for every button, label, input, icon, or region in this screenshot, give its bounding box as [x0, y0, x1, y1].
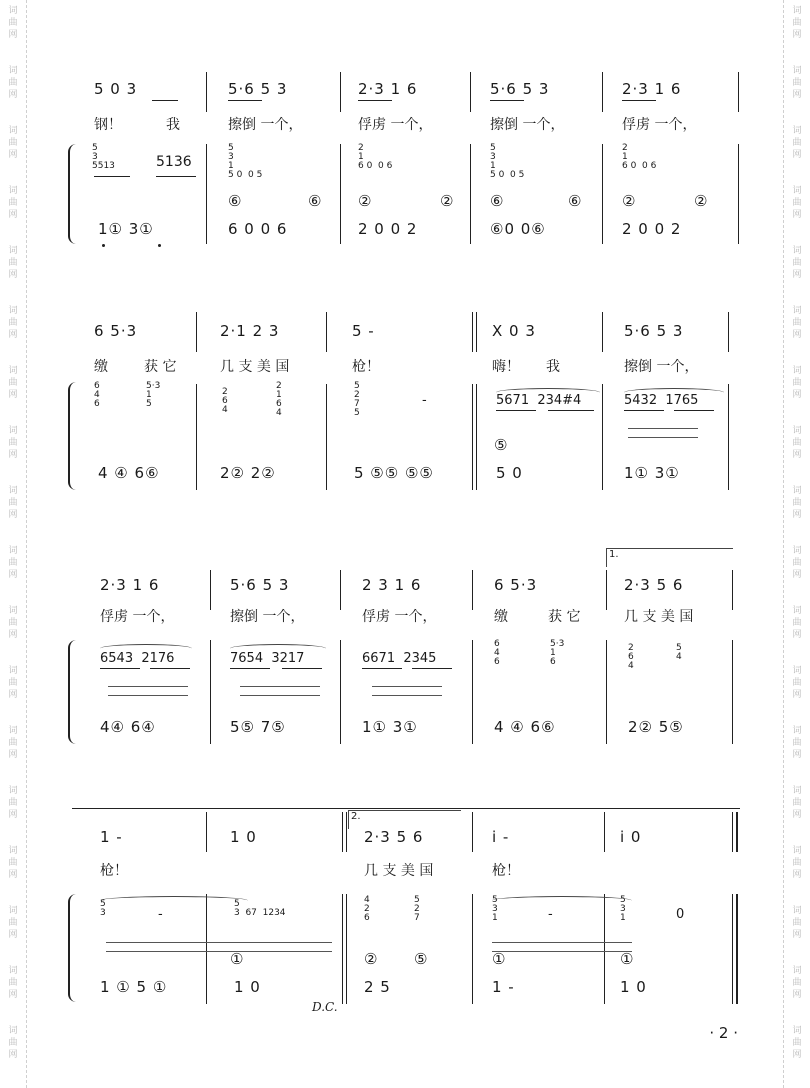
watermark-char: 曲 [792, 18, 802, 28]
lyric-word: 缴 [94, 359, 108, 375]
watermark-char: 曲 [8, 858, 18, 868]
watermark-char: 网 [8, 30, 18, 40]
melody-line [72, 828, 740, 862]
watermark-char: 词 [8, 126, 18, 136]
circled-mark: ② [622, 192, 637, 210]
circled-mark: ② [358, 192, 373, 210]
chord: - [548, 907, 553, 922]
circled-mark: ② [694, 192, 709, 210]
chord: - [158, 907, 163, 922]
watermark-char: 曲 [8, 678, 18, 688]
lyric-word: 擦倒 一个， [624, 359, 699, 375]
watermark-char: 曲 [792, 198, 802, 208]
bass-measure: 1 - [492, 978, 515, 996]
chord: 5 4 [676, 643, 682, 662]
watermark-char: 词 [8, 66, 18, 76]
lyric-word: 俘虏 一个， [358, 117, 433, 133]
lyric-line [72, 860, 740, 894]
melody-measure: 6 5·3 [94, 322, 138, 340]
lyric-word: 擦倒 一个， [228, 117, 303, 133]
watermark-char: 词 [792, 366, 802, 376]
watermark-char: 网 [792, 270, 802, 280]
bass-measure: 1 ① 5 ① [100, 978, 168, 996]
watermark-char: 词 [8, 666, 18, 676]
watermark-char: 词 [792, 306, 802, 316]
watermark-char: 曲 [8, 378, 18, 388]
da-capo-mark: D.C. [312, 1000, 338, 1014]
watermark-char: 曲 [8, 78, 18, 88]
bass-measure: 5 0 [496, 464, 523, 482]
circled-mark: ② [364, 950, 379, 968]
circled-mark: ⑥ [228, 192, 243, 210]
system-3 [72, 548, 740, 748]
watermark-char: 词 [792, 666, 802, 676]
watermark-char: 网 [792, 450, 802, 460]
watermark-char: 网 [8, 90, 18, 100]
lyric-word: 获 它 [144, 359, 177, 375]
chord: 2 1 6 0 0 6 [358, 143, 393, 171]
watermark-char: 词 [792, 126, 802, 136]
watermark-char: 词 [8, 6, 18, 16]
lyric-word: 缴 [494, 609, 508, 625]
melody-measure: 6 5·3 [494, 576, 538, 594]
watermark-char: 词 [792, 786, 802, 796]
watermark-char: 曲 [792, 498, 802, 508]
system-4 [72, 802, 740, 1022]
melody-measure: i 0 [620, 828, 642, 846]
watermark-char: 词 [8, 546, 18, 556]
melody-line [72, 322, 740, 356]
melody-measure: 5·6 5 3 [228, 80, 288, 98]
watermark-char: 词 [792, 6, 802, 16]
bass-measure: 4 ④ 6⑥ [98, 464, 160, 482]
circled-mark: ① [230, 950, 245, 968]
watermark-char: 曲 [792, 258, 802, 268]
watermark-char: 曲 [8, 18, 18, 28]
watermark-char: 曲 [8, 438, 18, 448]
bass-measure: 4④ 6④ [100, 718, 156, 736]
melody-measure: 5·6 5 3 [490, 80, 550, 98]
watermark-char: 网 [792, 390, 802, 400]
watermark-char: 网 [792, 570, 802, 580]
watermark-char: 曲 [792, 318, 802, 328]
watermark-char: 词 [8, 606, 18, 616]
watermark-char: 词 [792, 606, 802, 616]
circled-mark: ② [440, 192, 455, 210]
system-1 [72, 72, 740, 250]
watermark-char: 曲 [792, 78, 802, 88]
chord: 0 [676, 907, 685, 922]
bass-measure: 5⑤ 7⑤ [230, 718, 286, 736]
melody-measure: 1 0 [230, 828, 257, 846]
watermark-char: 网 [792, 150, 802, 160]
watermark-char: 网 [8, 990, 18, 1000]
watermark-char: 网 [792, 750, 802, 760]
melody-measure: 2·1 2 3 [220, 322, 280, 340]
lyric-word: 嗨！ [492, 359, 520, 375]
chord: 5·3 1 6 [550, 639, 565, 667]
watermark-char: 网 [792, 90, 802, 100]
circled-mark: ⑥ [490, 192, 505, 210]
melody-measure: 5·6 5 3 [230, 576, 290, 594]
watermark-char: 网 [8, 810, 18, 820]
circled-mark: ① [620, 950, 635, 968]
chord: 6 4 6 [94, 381, 100, 409]
melody-measure: i - [492, 828, 510, 846]
lyric-line [72, 114, 740, 148]
watermark-char: 网 [8, 510, 18, 520]
watermark-char: 词 [8, 786, 18, 796]
watermark-char: 曲 [792, 438, 802, 448]
melody-line [72, 576, 740, 610]
bass-measure: 1① 3① [98, 220, 154, 238]
bass-line [72, 464, 740, 498]
watermark-char: 曲 [792, 738, 802, 748]
lyric-word: 我 [166, 117, 180, 133]
watermark-char: 曲 [792, 678, 802, 688]
watermark-char: 曲 [8, 198, 18, 208]
watermark-char: 曲 [792, 618, 802, 628]
chord: 5 3 1 5 0 0 5 [490, 143, 525, 180]
watermark-char: 网 [792, 30, 802, 40]
melody-measure: 2·3 1 6 [358, 80, 418, 98]
chord: 5 3 [100, 899, 106, 918]
watermark-char: 网 [792, 1050, 802, 1060]
watermark-char: 词 [8, 1026, 18, 1036]
watermark-char: 曲 [8, 498, 18, 508]
watermark-char: 曲 [792, 798, 802, 808]
watermark-char: 网 [792, 210, 802, 220]
watermark-char: 曲 [8, 318, 18, 328]
lyric-word: 枪！ [352, 359, 380, 375]
chord: 5671 234#4 [496, 393, 582, 408]
circled-mark: ⑤ [494, 436, 509, 454]
melody-measure: 2·3 5 6 [364, 828, 424, 846]
watermark-char: 网 [8, 750, 18, 760]
chord: 2 6 4 [628, 643, 634, 671]
volta-bracket: 2. [348, 810, 461, 829]
chord: 5136 [156, 154, 192, 170]
bass-measure: 1 0 [620, 978, 647, 996]
watermark-char: 曲 [792, 858, 802, 868]
system-2 [72, 312, 740, 492]
lyric-word: 俘虏 一个， [362, 609, 437, 625]
watermark-char: 曲 [8, 798, 18, 808]
chord: 5 3 1 [492, 895, 498, 923]
watermark-char: 词 [792, 186, 802, 196]
lyric-word: 俘虏 一个， [622, 117, 697, 133]
lyric-word: 几 支 美 国 [624, 609, 694, 625]
page-number: · 2 · [709, 1024, 738, 1042]
chord: 5 2 7 5 [354, 381, 360, 418]
melody-measure: 2·3 1 6 [100, 576, 160, 594]
circled-mark: ⑥ [308, 192, 323, 210]
watermark-char: 曲 [8, 258, 18, 268]
melody-measure: 5·6 5 3 [624, 322, 684, 340]
chord: 5432 1765 [624, 393, 699, 408]
bass-measure: 2② 5⑤ [628, 718, 684, 736]
right-margin-watermark [783, 0, 810, 1088]
watermark-char: 网 [8, 570, 18, 580]
watermark-char: 曲 [792, 138, 802, 148]
watermark-char: 曲 [8, 558, 18, 568]
watermark-char: 词 [8, 246, 18, 256]
watermark-char: 网 [8, 870, 18, 880]
chord: 5 3 1 [620, 895, 626, 923]
watermark-char: 曲 [8, 138, 18, 148]
watermark-char: 词 [8, 426, 18, 436]
watermark-char: 曲 [8, 618, 18, 628]
lyric-word: 枪！ [100, 863, 128, 879]
chord: 2 1 6 0 0 6 [622, 143, 657, 171]
chord: 6543 2176 [100, 651, 175, 666]
watermark-char: 网 [8, 630, 18, 640]
lyric-word: 几 支 美 国 [364, 863, 434, 879]
watermark-char: 词 [792, 426, 802, 436]
chord: 6 4 6 [494, 639, 500, 667]
watermark-char: 词 [792, 906, 802, 916]
watermark-char: 词 [792, 486, 802, 496]
watermark-char: 词 [8, 186, 18, 196]
circled-mark: ① [492, 950, 507, 968]
chord: 4 2 6 [364, 895, 370, 923]
watermark-char: 词 [792, 66, 802, 76]
watermark-char: 曲 [792, 1038, 802, 1048]
watermark-char: 网 [8, 390, 18, 400]
lyric-word: 擦倒 一个， [230, 609, 305, 625]
volta-bracket: 1. [606, 548, 733, 567]
watermark-char: 网 [792, 930, 802, 940]
lyric-line [72, 606, 740, 640]
watermark-char: 网 [8, 150, 18, 160]
watermark-char: 曲 [8, 918, 18, 928]
bass-measure: 4 ④ 6⑥ [494, 718, 556, 736]
watermark-char: 词 [8, 366, 18, 376]
bass-measure: 5 ⑤⑤ ⑤⑤ [354, 464, 434, 482]
watermark-char: 词 [8, 486, 18, 496]
accompaniment-upper [72, 144, 740, 184]
melody-measure: X 0 3 [492, 322, 536, 340]
melody-measure: 2 3 1 6 [362, 576, 422, 594]
chord: 2 1 6 4 [276, 381, 282, 418]
watermark-char: 词 [792, 966, 802, 976]
melody-measure: 5 - [352, 322, 375, 340]
watermark-char: 网 [8, 930, 18, 940]
watermark-char: 曲 [8, 1038, 18, 1048]
chord: 2 6 4 [222, 387, 228, 415]
bass-line [72, 220, 740, 254]
bass-measure: 2 5 [364, 978, 391, 996]
chord: 6671 2345 [362, 651, 437, 666]
watermark-char: 网 [792, 690, 802, 700]
watermark-char: 词 [8, 966, 18, 976]
bass-measure: 2 0 0 2 [358, 220, 418, 238]
melody-line [72, 80, 740, 114]
watermark-char: 词 [792, 726, 802, 736]
watermark-char: 网 [8, 330, 18, 340]
lyric-word: 枪！ [492, 863, 520, 879]
melody-measure: 2·3 5 6 [624, 576, 684, 594]
melody-measure: 5 0 3 [94, 80, 138, 98]
chord: 5 3 67 1234 [234, 899, 286, 918]
bass-measure: 6 0 0 6 [228, 220, 288, 238]
watermark-char: 曲 [792, 378, 802, 388]
watermark-char: 网 [792, 990, 802, 1000]
bass-measure: 1 0 [234, 978, 261, 996]
watermark-char: 网 [8, 210, 18, 220]
circled-mark: ⑤ [414, 950, 429, 968]
bass-measure: 1① 3① [624, 464, 680, 482]
chord: 5 2 7 [414, 895, 420, 923]
circled-mark: ⑥ [568, 192, 583, 210]
watermark-char: 曲 [792, 918, 802, 928]
chord: 5 3 5513 [92, 143, 115, 171]
watermark-char: 网 [792, 810, 802, 820]
bass-line [72, 718, 740, 752]
bass-measure: 1① 3① [362, 718, 418, 736]
watermark-char: 网 [792, 870, 802, 880]
melody-measure: 2·3 1 6 [622, 80, 682, 98]
chord: 7654 3217 [230, 651, 305, 666]
watermark-char: 网 [8, 450, 18, 460]
watermark-char: 曲 [8, 738, 18, 748]
watermark-char: 网 [792, 630, 802, 640]
lyric-word: 钢！ [94, 117, 122, 133]
watermark-char: 词 [792, 246, 802, 256]
lyric-word: 俘虏 一个， [100, 609, 175, 625]
watermark-char: 曲 [792, 978, 802, 988]
bass-measure: 2 0 0 2 [622, 220, 682, 238]
watermark-char: 词 [8, 846, 18, 856]
watermark-char: 词 [8, 906, 18, 916]
watermark-char: 网 [8, 690, 18, 700]
watermark-char: 网 [8, 1050, 18, 1060]
lyric-word: 获 它 [548, 609, 581, 625]
watermark-char: 曲 [792, 558, 802, 568]
chord: 5·3 1 5 [146, 381, 161, 409]
bass-line [72, 978, 740, 1012]
lyric-word: 几 支 美 国 [220, 359, 290, 375]
watermark-char: 词 [8, 726, 18, 736]
watermark-char: 词 [792, 1026, 802, 1036]
melody-measure: 1 - [100, 828, 123, 846]
bass-measure: ⑥0 0⑥ [490, 220, 546, 238]
bass-measure: 2② 2② [220, 464, 276, 482]
lyric-word: 擦倒 一个， [490, 117, 565, 133]
left-margin-watermark [0, 0, 27, 1088]
chord: - [422, 393, 427, 408]
watermark-char: 词 [8, 306, 18, 316]
watermark-char: 词 [792, 546, 802, 556]
watermark-char: 网 [8, 270, 18, 280]
watermark-char: 网 [792, 330, 802, 340]
watermark-char: 网 [792, 510, 802, 520]
chord: 5 3 1 5 0 0 5 [228, 143, 263, 180]
watermark-char: 曲 [8, 978, 18, 988]
watermark-char: 词 [792, 846, 802, 856]
lyric-word: 我 [546, 359, 560, 375]
